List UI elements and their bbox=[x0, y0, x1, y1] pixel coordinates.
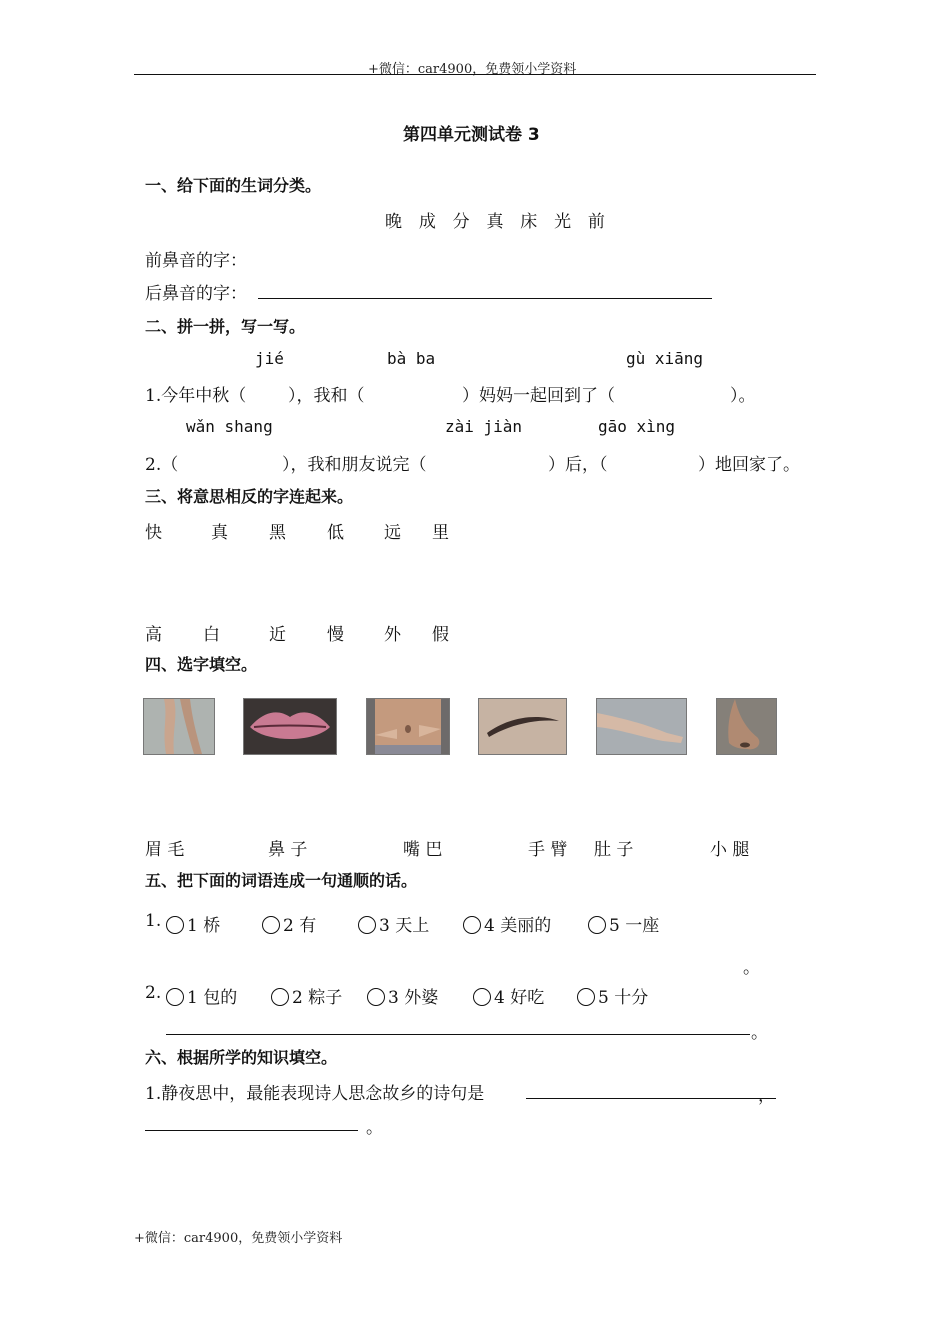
circle-icon bbox=[463, 916, 481, 934]
q1-option-2[interactable]: 2 有 bbox=[262, 911, 316, 936]
back-nasal-answer-line[interactable] bbox=[258, 298, 712, 299]
header-note: +微信：car4900，免费领小学资料 bbox=[368, 62, 577, 77]
pinyin-jie: jié bbox=[255, 349, 284, 368]
sentence-2-part1: 2.（ bbox=[145, 455, 179, 475]
header-rule bbox=[134, 74, 816, 75]
pinyin-baba: bà ba bbox=[387, 349, 436, 368]
pinyin-wanshang: wǎn shang bbox=[186, 417, 273, 436]
q2-number: 2. bbox=[145, 983, 162, 1003]
q1-option-5[interactable]: 5 一座 bbox=[588, 911, 659, 936]
pinyin-zaijian: zài jiàn bbox=[445, 417, 523, 436]
q2-option-5[interactable]: 5 十分 bbox=[577, 983, 648, 1008]
q1-option-3[interactable]: 3 天上 bbox=[358, 911, 429, 936]
leg-picture bbox=[143, 698, 215, 755]
opposite-bottom-4[interactable]: 慢 bbox=[327, 625, 344, 645]
circle-icon bbox=[473, 988, 491, 1006]
pinyin-guxiang: gù xiāng bbox=[626, 349, 704, 368]
footer-note: +微信：car4900，免费领小学资料 bbox=[134, 1231, 343, 1246]
poem-comma: ， bbox=[758, 1086, 775, 1106]
front-nasal-label: 前鼻音的字： bbox=[145, 251, 247, 271]
opposite-bottom-3[interactable]: 近 bbox=[269, 625, 286, 645]
q1-option-1[interactable]: 1 桥 bbox=[166, 911, 220, 936]
section5-heading: 五、把下面的词语连成一句通顺的话。 bbox=[145, 871, 418, 890]
sentence-2-part3: ）后，（ bbox=[548, 455, 608, 475]
opposite-bottom-5[interactable]: 外 bbox=[384, 625, 401, 645]
q2-answer-line[interactable] bbox=[166, 1034, 750, 1035]
sentence-2-part2: ），我和朋友说完（ bbox=[282, 455, 427, 475]
circle-icon bbox=[166, 916, 184, 934]
opposite-top-5[interactable]: 远 bbox=[384, 523, 401, 543]
word-eyebrow[interactable]: 眉 毛 bbox=[145, 840, 185, 860]
opposite-top-6[interactable]: 里 bbox=[432, 523, 449, 543]
word-calf[interactable]: 小 腿 bbox=[710, 840, 750, 860]
word-belly[interactable]: 肚 子 bbox=[594, 840, 634, 860]
circle-icon bbox=[588, 916, 606, 934]
word-mouth[interactable]: 嘴 巴 bbox=[403, 840, 443, 860]
opposite-bottom-6[interactable]: 假 bbox=[432, 625, 449, 645]
back-nasal-label: 后鼻音的字： bbox=[145, 284, 247, 304]
section1-heading: 一、给下面的生词分类。 bbox=[145, 176, 322, 195]
pinyin-gaoxing: gāo xìng bbox=[598, 417, 676, 436]
circle-icon bbox=[358, 916, 376, 934]
section6-heading: 六、根据所学的知识填空。 bbox=[145, 1048, 338, 1067]
circle-icon bbox=[166, 988, 184, 1006]
arm-picture bbox=[596, 698, 687, 755]
opposite-bottom-1[interactable]: 高 bbox=[145, 625, 162, 645]
circle-icon bbox=[262, 916, 280, 934]
q2-option-3[interactable]: 3 外婆 bbox=[367, 983, 438, 1008]
word-chars: 晚 成 分 真 床 光 前 bbox=[385, 212, 607, 232]
poem-period: 。 bbox=[366, 1118, 383, 1138]
sentence-1-part2: ），我和（ bbox=[288, 386, 365, 406]
opposite-top-2[interactable]: 真 bbox=[211, 523, 228, 543]
opposite-top-1[interactable]: 快 bbox=[145, 523, 162, 543]
q2-option-4[interactable]: 4 好吃 bbox=[473, 983, 544, 1008]
poem-question: 1.静夜思中，最能表现诗人思念故乡的诗句是 bbox=[145, 1084, 485, 1104]
page-title: 第四单元测试卷 3 bbox=[403, 125, 540, 145]
eyebrow-picture bbox=[478, 698, 567, 755]
lips-picture bbox=[243, 698, 337, 755]
q2-option-2[interactable]: 2 粽子 bbox=[271, 983, 342, 1008]
sentence-2-part4: ）地回家了。 bbox=[698, 455, 800, 475]
poem-answer-line-1[interactable] bbox=[526, 1098, 776, 1099]
belly-picture bbox=[366, 698, 450, 755]
opposite-top-4[interactable]: 低 bbox=[327, 523, 344, 543]
q2-period: 。 bbox=[751, 1023, 768, 1043]
section4-heading: 四、选字填空。 bbox=[145, 655, 258, 674]
sentence-1-part3: ）妈妈一起回到了（ bbox=[462, 386, 615, 406]
circle-icon bbox=[271, 988, 289, 1006]
circle-icon bbox=[367, 988, 385, 1006]
q1-option-4[interactable]: 4 美丽的 bbox=[463, 911, 551, 936]
q1-period: 。 bbox=[743, 958, 760, 978]
poem-answer-line-2[interactable] bbox=[145, 1130, 358, 1131]
sentence-1-part4: ）。 bbox=[730, 386, 756, 406]
sentence-1-part1: 1.今年中秋（ bbox=[145, 386, 247, 406]
circle-icon bbox=[577, 988, 595, 1006]
section3-heading: 三、将意思相反的字连起来。 bbox=[145, 487, 354, 506]
q1-number: 1. bbox=[145, 911, 162, 931]
nose-picture bbox=[716, 698, 777, 755]
word-nose[interactable]: 鼻 子 bbox=[268, 840, 308, 860]
opposite-top-3[interactable]: 黑 bbox=[269, 523, 286, 543]
word-arm[interactable]: 手 臂 bbox=[528, 840, 568, 860]
q2-option-1[interactable]: 1 包的 bbox=[166, 983, 237, 1008]
section2-heading: 二、拼一拼，写一写。 bbox=[145, 317, 306, 336]
opposite-bottom-2[interactable]: 白 bbox=[203, 625, 220, 645]
